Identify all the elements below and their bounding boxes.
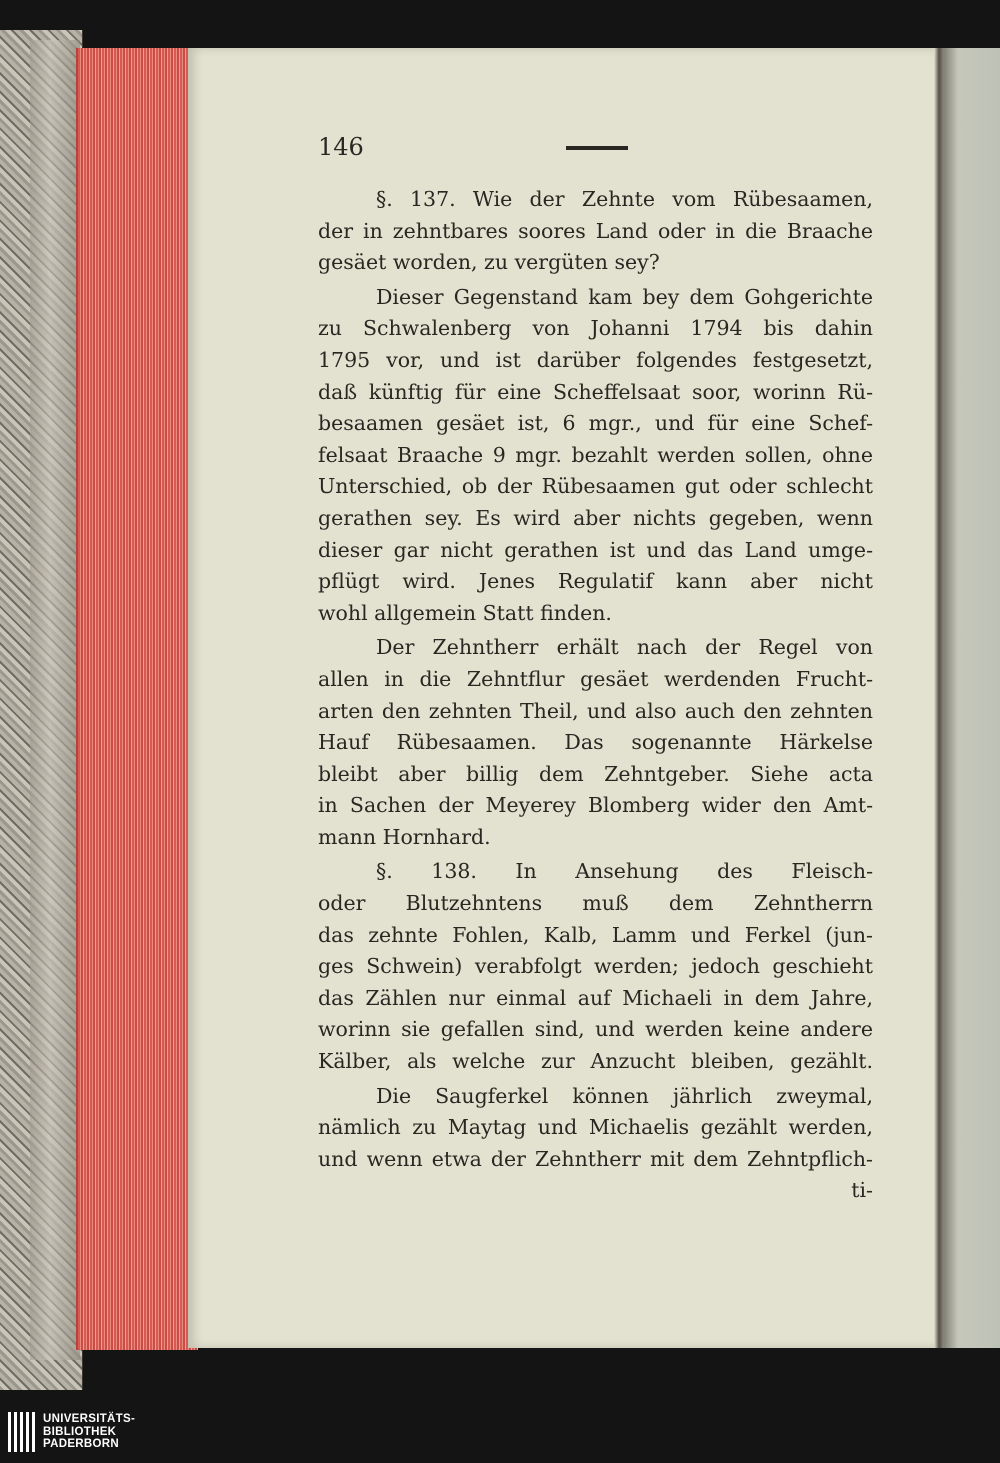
facing-page <box>940 48 1000 1348</box>
text-line: Der Zehntherr erhält nach der Regel von <box>376 635 873 660</box>
logo-bars-icon <box>8 1412 35 1452</box>
paragraph-heading-138 <box>318 856 873 1077</box>
paragraph-heading-137 <box>318 184 873 279</box>
text-line: und wenn etwa der Zehntherr mit dem Zehntpflich- <box>318 1146 873 1171</box>
paragraph <box>318 1081 873 1176</box>
text-line: bleibt aber billig dem Zehntgeber. Siehe acta <box>318 761 873 786</box>
text-line: §. 138. In Ansehung des Fleisch- <box>376 859 873 884</box>
catchword: ti- <box>851 1178 873 1203</box>
text-line: wohl allgemein Statt finden. <box>318 600 612 625</box>
header-rule <box>566 146 628 150</box>
text-line: ges Schwein) verabfolgt werden; jedoch geschieht <box>318 954 873 979</box>
page-number: 146 <box>318 133 364 161</box>
text-line: worinn sie gefallen sind, und werden keine andere <box>318 1017 873 1042</box>
text-line: allen in die Zehntflur gesäet werdenden Frucht- <box>318 666 873 691</box>
text-line: arten den zehnten Theil, und also auch den zehnten <box>318 698 873 723</box>
text-line: besaamen gesäet ist, 6 mgr., und für eine Schef- <box>318 411 873 436</box>
text-line: dieser gar nicht gerathen ist und das Land umge- <box>318 537 873 562</box>
text-line: Unterschied, ob der Rübesaamen gut oder schlecht <box>318 474 873 499</box>
text-line: Kälber, als welche zur Anzucht bleiben, gezählt. <box>318 1049 873 1074</box>
library-logo <box>8 1412 135 1452</box>
text-line: gerathen sey. Es wird aber nichts gegeben, wenn <box>318 505 873 530</box>
text-line: Hauf Rübesaamen. Das sogenannte Härkelse <box>318 730 873 755</box>
text-line: das zehnte Fohlen, Kalb, Lamm und Ferkel (jun- <box>318 922 873 947</box>
text-line: gesäet worden, zu vergüten sey? <box>318 250 660 275</box>
text-line: 1795 vor, und ist darüber folgendes festgesetzt, <box>318 347 873 372</box>
text-line: daß künftig für eine Scheffelsaat soor, worinn Rü- <box>318 379 873 404</box>
text-line: oder Blutzehntens muß dem Zehntherrn <box>318 891 873 916</box>
text-line: in Sachen der Meyerey Blomberg wider den Amt- <box>318 793 873 818</box>
page-header <box>318 122 873 184</box>
text-line: nämlich zu Maytag und Michaelis gezählt werden, <box>318 1115 873 1140</box>
text-line: der in zehntbares soores Land oder in die Braache <box>318 218 873 243</box>
book-cover <box>30 40 80 1360</box>
paragraph <box>318 282 873 630</box>
red-page-edges <box>76 48 198 1350</box>
paragraph <box>318 632 873 853</box>
text-line: das Zählen nur einmal auf Michaeli in dem Jahre, <box>318 985 873 1010</box>
text-line: pflügt wird. Jenes Regulatif kann aber nicht <box>318 569 873 594</box>
text-line: §. 137. Wie der Zehnte vom Rübesaamen, <box>376 187 873 211</box>
text-line: Die Saugferkel können jährlich zweymal, <box>376 1083 873 1108</box>
logo-line: PADERBORN <box>43 1438 119 1451</box>
text-line: Dieser Gegenstand kam bey dem Gohgerichte <box>376 284 873 309</box>
text-line: felsaat Braache 9 mgr. bezahlt werden sollen, ohne <box>318 442 873 467</box>
logo-line: BIBLIOTHEK <box>43 1425 117 1438</box>
logo-text <box>43 1413 135 1451</box>
logo-line: UNIVERSITÄTS- <box>43 1413 136 1426</box>
page-text <box>318 122 873 1207</box>
text-line: mann Hornhard. <box>318 824 491 849</box>
text-line: zu Schwalenberg von Johanni 1794 bis dahin <box>318 316 873 341</box>
book-gutter <box>934 48 944 1348</box>
